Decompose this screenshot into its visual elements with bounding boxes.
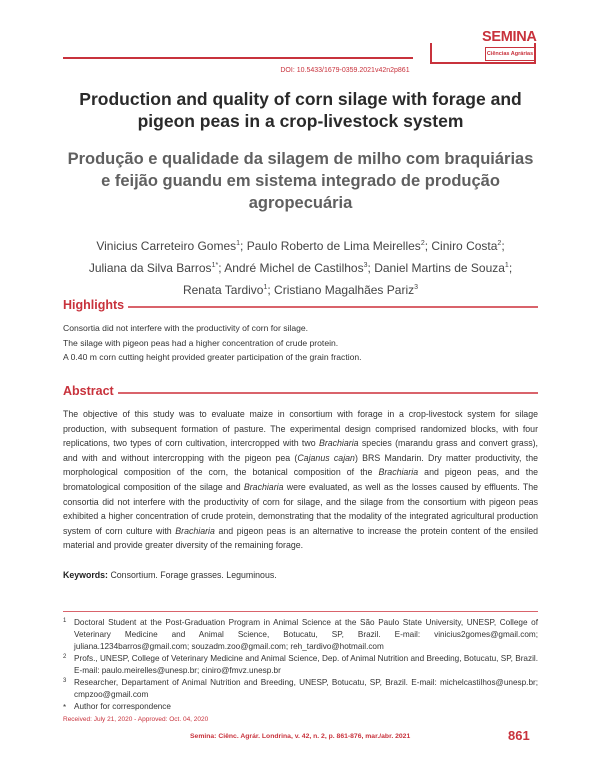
highlight-item: A 0.40 m corn cutting height provided greater participation of the grain fraction. <box>63 352 362 362</box>
keywords-value: Consortium. Forage grasses. Leguminous. <box>110 570 277 580</box>
author-list <box>63 234 538 300</box>
author <box>96 239 246 253</box>
abstract-italic-term: Brachiaria <box>318 438 359 449</box>
author-separator: ; <box>508 261 513 275</box>
abstract-segment: and pigeon peas, and the bromatological composition of the silage and <box>63 467 538 492</box>
author-name: Renata Tardivo <box>182 283 264 297</box>
author-affiliation-mark: 3 <box>414 284 419 291</box>
highlights-list <box>63 321 538 365</box>
abstract-italic-term: Brachiaria <box>175 525 215 536</box>
footnote <box>63 677 538 701</box>
author-name: Juliana da Silva Barros <box>88 261 212 275</box>
footnote-mark: * <box>63 703 67 712</box>
author-separator: ; <box>424 239 432 253</box>
author-affiliation-mark: 1 <box>263 284 268 291</box>
header-rule <box>63 57 413 59</box>
abstract-heading <box>63 384 538 398</box>
author-separator: ; <box>218 261 225 275</box>
footnote-mark: 2 <box>63 654 67 660</box>
footnote-text: Author for correspondence <box>74 702 171 711</box>
title-portuguese: Produção e qualidade da silagem de milho com braquiárias e feijão guandu em sistema integrado de produção agropecuária <box>67 150 534 212</box>
abstract-text <box>63 407 538 553</box>
highlight-item: Consortia did not interfere with the productivity of corn for silage. <box>63 323 309 333</box>
author-affiliation-mark: 3 <box>363 262 368 269</box>
author-name: Cristiano Magalhães Pariz <box>274 283 415 297</box>
keywords-label: Keywords: <box>63 570 108 580</box>
journal-logo-section: Ciências Agrárias <box>485 47 535 61</box>
author-name: Ciniro Costa <box>431 239 498 253</box>
author-affiliation-mark: 1 <box>504 262 509 269</box>
footnote <box>63 653 538 677</box>
author-separator: ; <box>240 239 247 253</box>
footnote-text: Doctoral Student at the Post-Graduation Program in Animal Science at the São Paulo State University, UNESP, College of Veterinary Medicine and Animal Science, Botucatu, SP, Brazil. E-mail: vinicius2gomes@gmail.com; juliana.1234barros@gmail.com; souzadm.zoo@gmail.com; reh_tardivo@hotmail.com <box>74 618 538 651</box>
footnote <box>63 617 538 653</box>
abstract-segment: ) BRS Mandarin. Dry matter productivity, the morphological composition of the corn, the botanical composition of the <box>63 452 538 478</box>
abstract-segment: were evaluated, as well as the losses caused by effluents. The consortia did not interfere with the productivity of corn for silage, and the silage from the consortium with pigeon peas exhibited a higher concentration of crude protein, demonstrating that the modality of the integrated agricultural production system of corn culture with <box>63 481 538 536</box>
author-affiliation-mark: 2 <box>497 240 502 247</box>
heading-rule <box>128 306 538 308</box>
footnote-text: Researcher, Departament of Animal Nutrition and Breeding, UNESP, Botucatu, SP, Brazil. E-mail: michelcastilhos@unesp.br; cmpzoo@gmail.com <box>74 678 538 699</box>
abstract-heading-text: Abstract <box>63 384 114 398</box>
abstract-italic-term: Cajanus cajan <box>297 452 355 463</box>
author-separator: ; <box>501 239 505 253</box>
abstract-italic-term: Brachiaria <box>243 481 284 492</box>
author-name: Daniel Martins de Souza <box>374 261 505 275</box>
highlight-item: The silage with pigeon peas had a higher concentration of crude protein. <box>63 337 339 348</box>
footer-citation: Semina: Ciênc. Agrár. Londrina, v. 42, n. 2, p. 861-876, mar./abr. 2021 <box>190 733 411 740</box>
author <box>247 239 432 253</box>
journal-logo-name: SEMINA <box>482 29 537 45</box>
keywords <box>63 570 277 580</box>
footnote-rule <box>63 611 538 612</box>
author <box>89 261 224 275</box>
author-name: Vinicius Carreteiro Gomes <box>96 239 237 253</box>
heading-rule <box>118 392 538 394</box>
abstract-segment: The objective of this study was to evaluate maize in consortium with forage in a crop-livestock system for silage production, with subsequent formation of pasture. The experimental design comprised randomized blocks, with four replications, two types of corn cultivation, intercropped with two <box>63 409 538 449</box>
author-separator: ; <box>267 283 275 297</box>
footnote-mark: 1 <box>63 618 67 624</box>
author-affiliation-mark: 1* <box>211 262 219 269</box>
highlights-heading <box>63 298 538 312</box>
footnote-text: Profs., UNESP, College of Veterinary Medicine and Animal Science, Dep. of Animal Nutrition and Breeding, Botucatu, SP, Brazil. E-mail: paulo.meirelles@unesp.br; ciniro@fmvz.unesp.br <box>74 654 538 675</box>
author-name: Paulo Roberto de Lima Meirelles <box>246 239 421 253</box>
author-separator: ; <box>367 261 375 275</box>
author <box>224 261 374 275</box>
author <box>374 261 512 275</box>
author-affiliation-mark: 2 <box>420 240 425 247</box>
author-affiliation-mark: 1 <box>236 240 241 247</box>
author <box>431 239 504 253</box>
doi[interactable]: DOI: 10.5433/1679-0359.2021v42n2p861 <box>280 67 410 74</box>
abstract-segment: and pigeon peas is an alternative to increase the protein content of the ensiled material and provide greater diversity of the remaining forage. <box>63 525 539 551</box>
author <box>183 283 274 297</box>
author <box>274 283 418 297</box>
title-english: Production and quality of corn silage with forage and pigeon peas in a crop-livestock system <box>79 89 522 131</box>
received-dates: Received: July 21, 2020 - Approved: Oct. 04, 2020 <box>63 716 209 723</box>
abstract-italic-term: Brachiaria <box>378 467 419 478</box>
author-name: André Michel de Castilhos <box>224 261 364 275</box>
page-number: 861 <box>508 728 530 743</box>
highlights-heading-text: Highlights <box>63 298 125 312</box>
abstract-segment: species (marandu grass and convert grass), and with and without intercropping with the pigeon pea ( <box>63 438 538 463</box>
footnote-mark: 3 <box>63 678 67 684</box>
